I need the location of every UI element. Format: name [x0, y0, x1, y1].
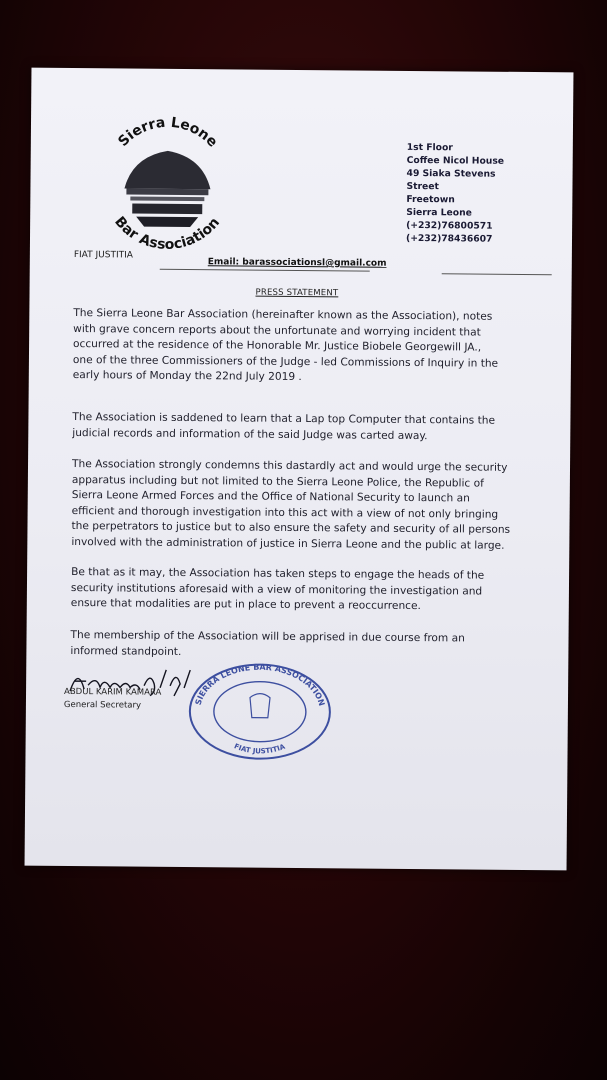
association-stamp — [185, 661, 334, 762]
svg-text:FIAT JUSTITIA: FIAT JUSTITIA — [232, 742, 287, 756]
paragraph: The Association strongly condemns this dastardly act and would urge the security apparatus including but not limited to the Sierra Leone Police, the Republic of Sierra Leone Armed Forces and the Office of National Security to launch an efficient and thorough investigation into this act with a view of not only bringing the perpetrators to justice but to also ensure the safety and security of all persons involved with the administration of justice in Sierra Leone and the public at large. — [71, 458, 511, 552]
address-line: Street — [406, 180, 439, 193]
address-line: (+232)76800571 — [406, 219, 493, 232]
address-line: Freetown — [406, 193, 455, 206]
divider — [160, 269, 370, 272]
divider — [442, 273, 552, 275]
logo-org-bottom: Bar Association — [111, 213, 224, 253]
bar-association-logo — [92, 108, 243, 259]
address-line: Sierra Leone — [406, 206, 472, 219]
paragraph: The membership of the Association will be apprised in due course from an informed standpoint. — [70, 629, 465, 658]
page-title: PRESS STATEMENT — [255, 287, 339, 299]
paragraph: Be that as it may, the Association has taken steps to engage the heads of the security institutions aforesaid with a view of monitoring the investigation and ensure that modalities are put in place to prevent a reoccurrence. — [70, 566, 485, 613]
letter-page — [25, 68, 574, 871]
email-link[interactable]: Email: barassociationsl@gmail.com — [207, 257, 387, 269]
motto: FIAT JUSTITIA — [73, 250, 133, 261]
address-line: (+232)78436607 — [405, 232, 493, 245]
svg-text:SIERRA LEONE BAR ASSOCIATION: SIERRA LEONE BAR ASSOCIATION — [193, 662, 327, 708]
signatory-title: General Secretary — [63, 699, 142, 711]
address-line: Coffee Nicol House — [406, 154, 505, 167]
address-line: 1st Floor — [406, 141, 453, 154]
paragraph: The Sierra Leone Bar Association (hereinafter known as the Association), notes with grave concern reports about the unfortunate and worrying incident that occurred at the residence of the Honorable Mr. Justice Biobele Georgewill JA., one of the three Commissioners of the Judge - led Commissions of Inquiry in the early hours of Monday the 22nd July 2019 . — [72, 307, 499, 384]
paragraph: The Association is saddened to learn that a Lap top Computer that contains the judicial records and information of the said Judge was carted away. — [72, 411, 496, 442]
address-line: 49 Siaka Stevens — [406, 167, 496, 180]
logo-org-top: Sierra Leone — [115, 114, 221, 151]
signatory-name: ABDUL KARIM KAMARA — [64, 686, 162, 698]
address-block — [406, 141, 504, 246]
